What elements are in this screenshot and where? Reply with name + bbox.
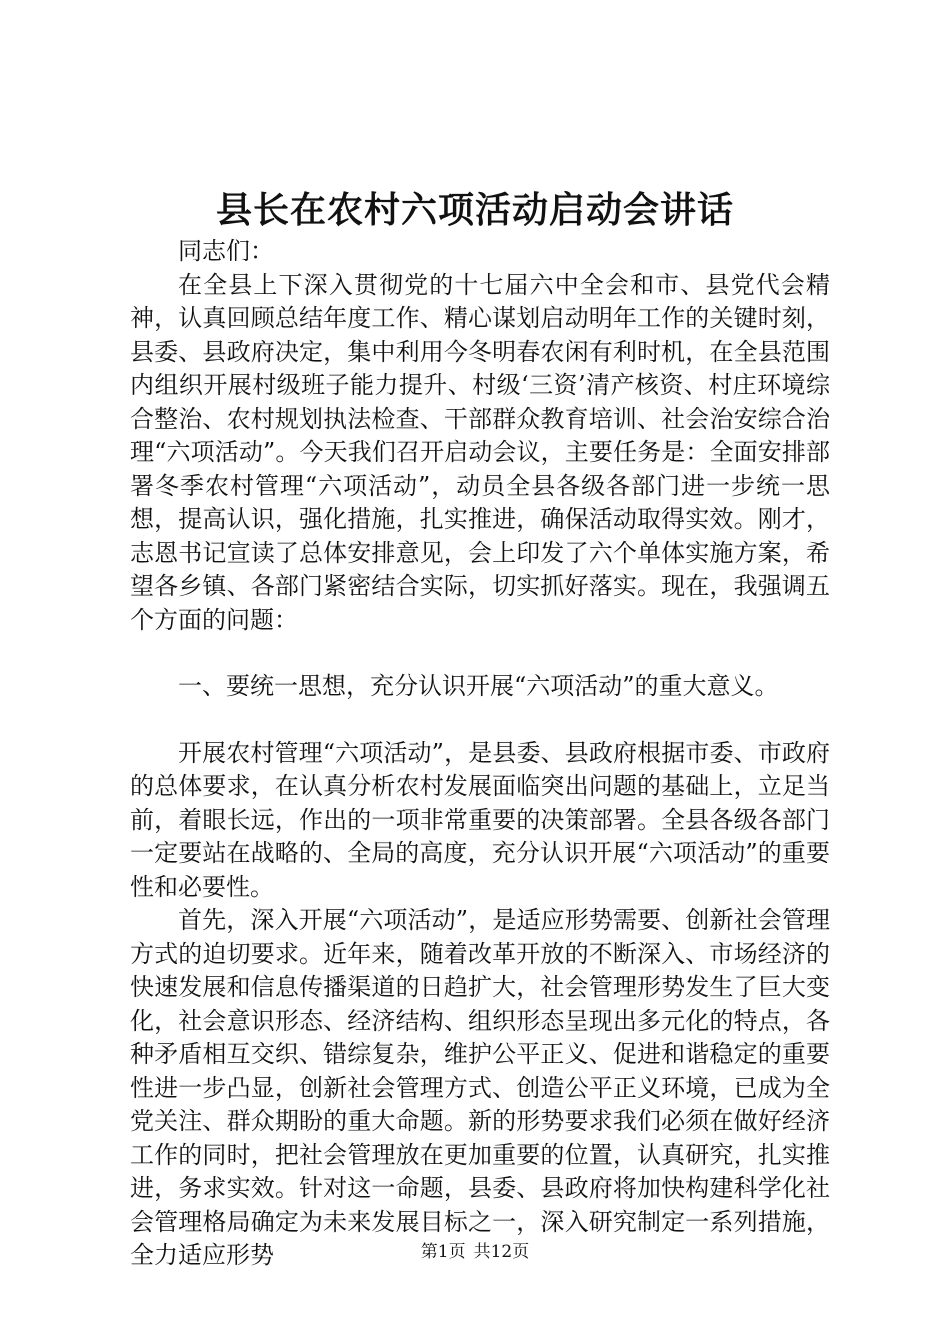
paragraph-section-1: 开展农村管理“六项活动”，是县委、县政府根据市委、市政府的总体要求，在认真分析农村发展面临突出问题的基础上，立足当前，着眼长远，作出的一项非常重要的决策部署。全县各级各部门一定要站在战略的、全局的高度，充分认识开展“六项活动”的重要性和必要性。: [130, 738, 830, 901]
section-heading-1: 一、要统一思想，充分认识开展“六项活动”的重大意义。: [178, 672, 779, 700]
page-number: 第1页: [420, 1242, 466, 1262]
paragraph-intro: 在全县上下深入贯彻党的十七届六中全会和市、县党代会精神，认真回顾总结年度工作、精心谋划启动明年工作的关键时刻，县委、县政府决定，集中利用今冬明春农闲有利时机，在全县范围内组织开展村级班子能力提升、村级‘三资’清产核资、村庄环境综合整治、农村规划执法检查、干部群众教育培训、社会治安综合治理“六项活动”。今天我们召开启动会议，主要任务是：全面安排部署冬季农村管理“六项活动”，动员全县各级各部门进一步统一思想，提高认识，强化措施，扎实推进，确保活动取得实效。刚才，志恩书记宣读了总体安排意见，会上印发了六个单体实施方案，希望各乡镇、各部门紧密结合实际，切实抓好落实。现在，我强调五个方面的问题：: [130, 270, 830, 634]
page-footer: [0, 1240, 950, 1264]
paragraph-first-point: 首先，深入开展“六项活动”，是适应形势需要、创新社会管理方式的迫切要求。近年来，随着改革开放的不断深入、市场经济的快速发展和信息传播渠道的日趋扩大，社会管理形势发生了巨大变化，社会意识形态、经济结构、组织形态呈现出多元化的特点，各种矛盾相互交织、错综复杂，维护公平正义、促进和谐稳定的重要性进一步凸显，创新社会管理方式、创造公平正义环境，已成为全党关注、群众期盼的重大命题。新的形势要求我们必须在做好经济工作的同时，把社会管理放在更加重要的位置，认真研究，扎实推进，务求实效。针对这一命题，县委、县政府将加快构建科学化社会管理格局确定为未来发展目标之一，深入研究制定一系列措施，全力适应形势: [130, 906, 830, 1269]
document-body: [130, 235, 830, 1273]
document-title: 县长在农村六项活动启动会讲话: [215, 189, 734, 231]
salutation: 同志们：: [178, 237, 274, 265]
page-total: 共12页: [473, 1242, 530, 1262]
